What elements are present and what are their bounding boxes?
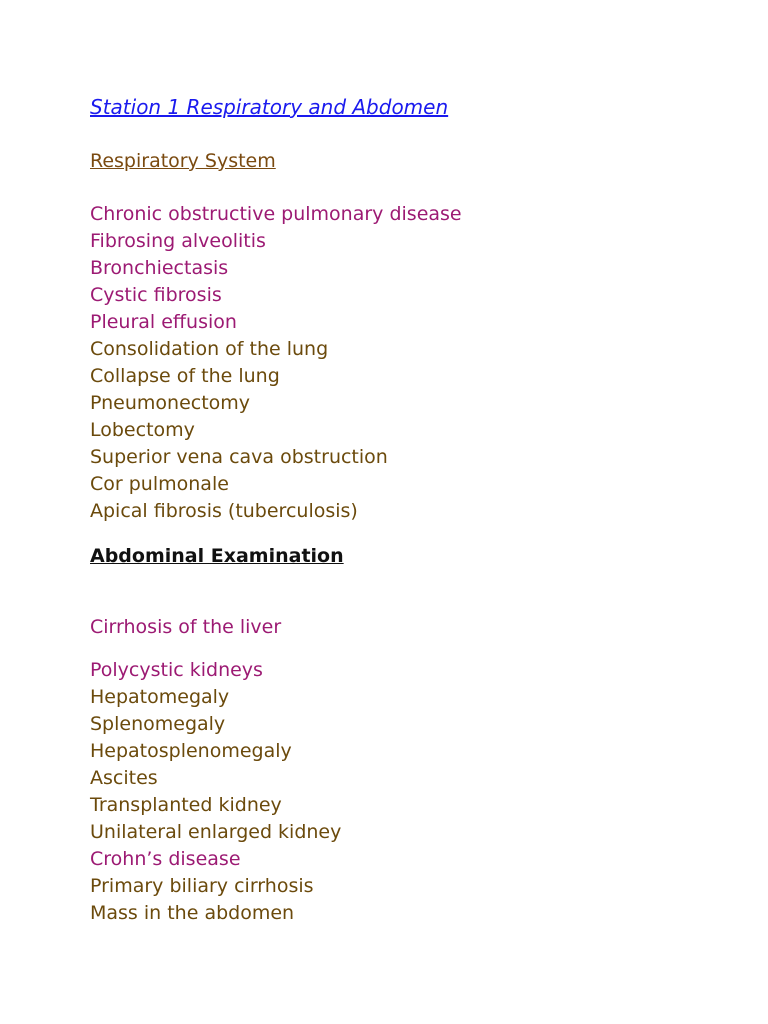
- list-item: Pleural effusion: [90, 311, 237, 333]
- list-item: Lobectomy: [90, 419, 195, 441]
- respiratory-list: [90, 201, 462, 525]
- list-item: Superior vena cava obstruction: [90, 446, 388, 468]
- list-item: Fibrosing alveolitis: [90, 230, 266, 252]
- list-item: Cor pulmonale: [90, 473, 229, 495]
- list-item: Cirrhosis of the liver: [90, 616, 282, 638]
- list-item: Mass in the abdomen: [90, 902, 295, 924]
- list-item: Transplanted kidney: [90, 794, 282, 816]
- list-item: Primary biliary cirrhosis: [90, 875, 314, 897]
- list-item: Consolidation of the lung: [90, 338, 329, 360]
- list-item: Ascites: [90, 767, 158, 789]
- respiratory-heading: Respiratory System: [90, 150, 276, 172]
- abdominal-heading: Abdominal Examination: [90, 545, 344, 567]
- list-item: Crohn’s disease: [90, 848, 241, 870]
- list-item: Splenomegaly: [90, 713, 226, 735]
- list-item: Bronchiectasis: [90, 257, 229, 279]
- list-item: Polycystic kidneys: [90, 659, 263, 681]
- list-item: Apical fibrosis (tuberculosis): [90, 500, 358, 522]
- abdominal-list: [90, 657, 341, 927]
- abdominal-first-list: [90, 614, 281, 641]
- list-item: Cystic fibrosis: [90, 284, 222, 306]
- document-title[interactable]: Station 1 Respiratory and Abdomen: [90, 95, 449, 119]
- list-item: Collapse of the lung: [90, 365, 280, 387]
- list-item: Hepatomegaly: [90, 686, 230, 708]
- list-item: Hepatosplenomegaly: [90, 740, 292, 762]
- list-item: Pneumonectomy: [90, 392, 251, 414]
- list-item: Chronic obstructive pulmonary disease: [90, 203, 462, 225]
- list-item: Unilateral enlarged kidney: [90, 821, 342, 843]
